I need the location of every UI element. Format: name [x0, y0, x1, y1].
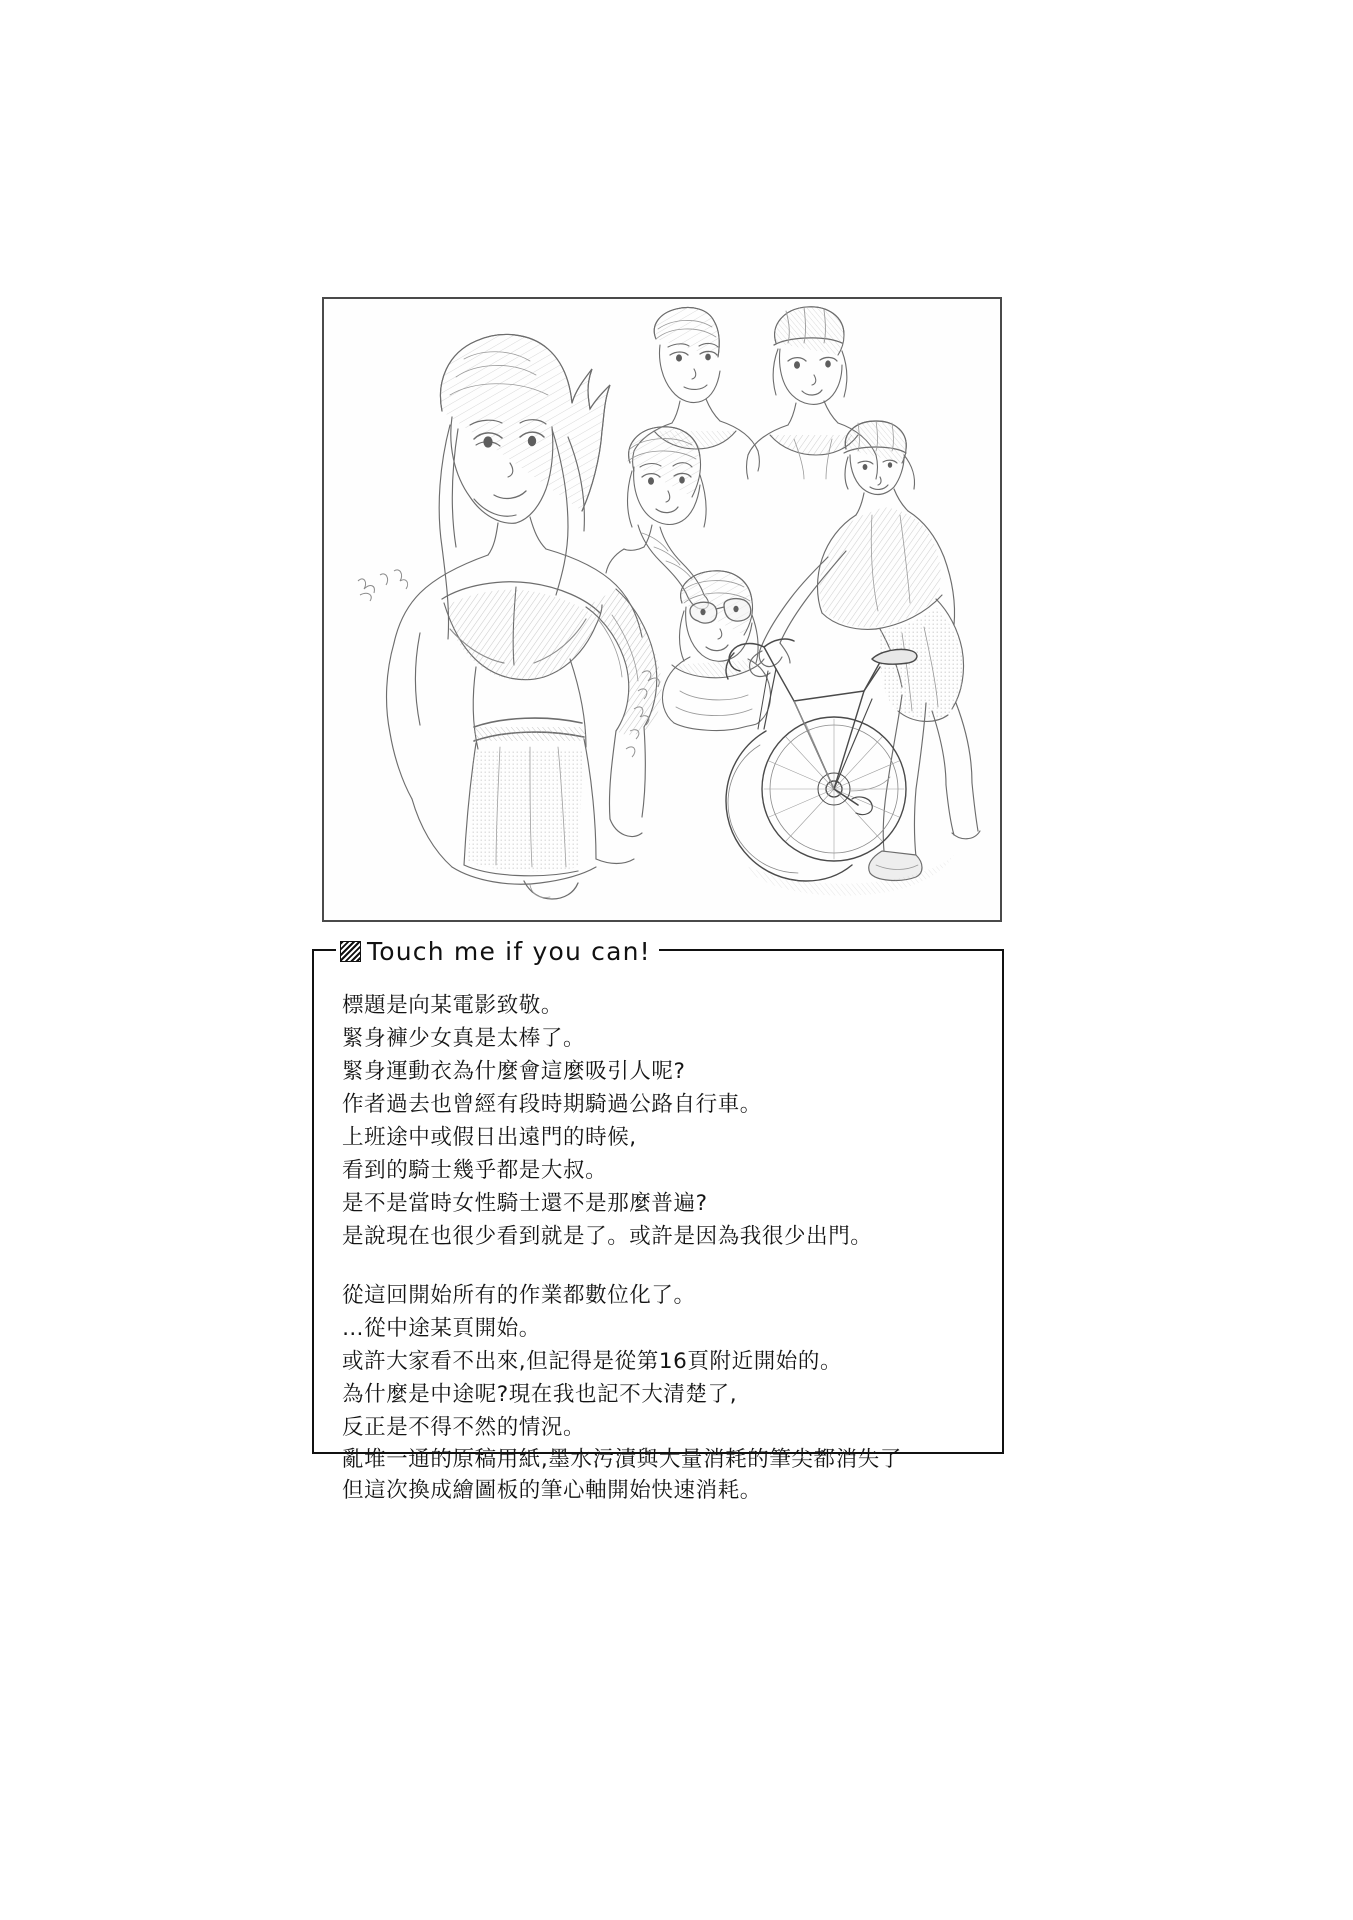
afterword-line: 看到的騎士幾乎都是大叔。	[342, 1158, 608, 1183]
afterword-line: 緊身運動衣為什麼會這麼吸引人呢?	[342, 1059, 686, 1084]
afterword-line: 從這回開始所有的作業都數位化了。	[342, 1283, 696, 1308]
sketch-illustration	[324, 299, 1000, 920]
afterword-line: 亂堆一通的原稿用紙,墨水污漬與大量消耗的筆尖都消失了	[342, 1447, 902, 1472]
afterword-title	[336, 936, 659, 966]
afterword-line: 上班途中或假日出遠門的時候,	[342, 1125, 637, 1150]
afterword-line: …從中途某頁開始。	[342, 1316, 541, 1341]
afterword-title-text: Touch me if you can!	[367, 936, 651, 966]
afterword-line: 或許大家看不出來,但記得是從第16頁附近開始的。	[342, 1349, 843, 1374]
afterword-paragraph	[342, 989, 984, 1253]
afterword-line: 為什麼是中途呢?現在我也記不大清楚了,	[342, 1382, 738, 1407]
afterword-box	[312, 936, 1004, 1503]
afterword-line: 但這次換成繪圖板的筆心軸開始快速消耗。	[342, 1478, 762, 1503]
afterword-line: 反正是不得不然的情況。	[342, 1415, 586, 1440]
artwork-panel	[322, 297, 1002, 922]
afterword-line: 緊身褲少女真是太棒了。	[342, 1026, 586, 1051]
afterword-line: 標題是向某電影致敬。	[342, 993, 564, 1018]
hatched-square-icon	[340, 941, 361, 962]
afterword-paragraph	[342, 1279, 984, 1506]
afterword-line: 作者過去也曾經有段時期騎過公路自行車。	[342, 1092, 762, 1117]
afterword-body	[342, 989, 984, 1503]
afterword-line: 是不是當時女性騎士還不是那麼普遍?	[342, 1191, 708, 1216]
afterword-line: 是說現在也很少看到就是了。或許是因為我很少出門。	[342, 1224, 873, 1249]
